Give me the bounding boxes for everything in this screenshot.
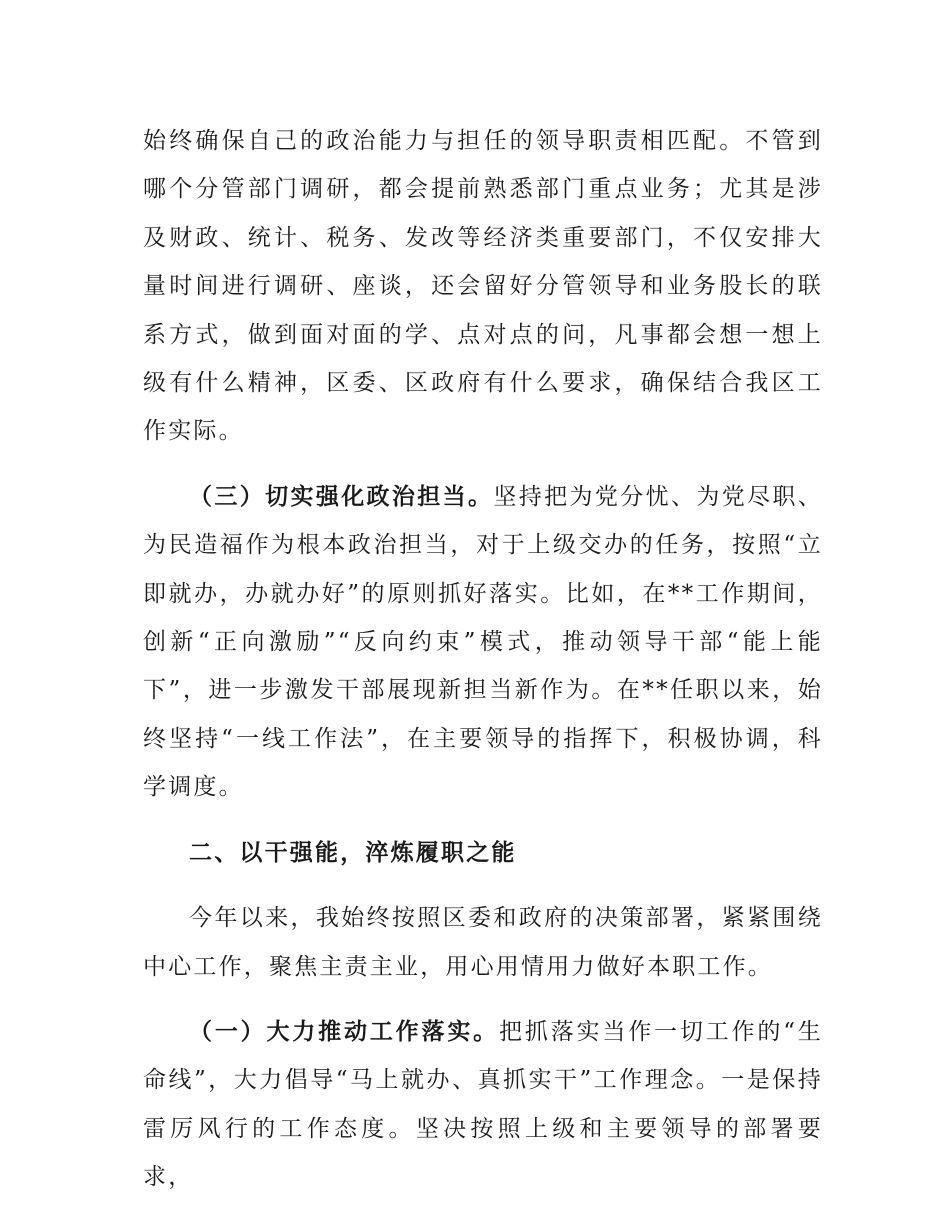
paragraph-3 bbox=[143, 894, 823, 991]
paragraph-4-lead: （一）大力推动工作落实。 bbox=[189, 1018, 500, 1045]
paragraph-1 bbox=[143, 117, 823, 456]
paragraph-4 bbox=[143, 1008, 823, 1202]
section-heading: 二、以干强能，淬炼履职之能 bbox=[189, 839, 517, 866]
paragraph-2 bbox=[143, 473, 823, 812]
paragraph-1-text: 始终确保自己的政治能力与担任的领导职责相匹配。不管到哪个分管部门调研，都会提前熟悉部门重点业务；尤其是涉及财政、统计、税务、发改等经济类重要部门，不仅安排大量时间进行调研、座谈，还会留好分管领导和业务股长的联系方式，做到面对面的学、点对点的问，凡事都会想一想上级有什么精神，区委、区政府有什么要求，确保结合我区工作实际。 bbox=[143, 128, 823, 445]
paragraph-2-text: 坚持把为党分忧、为党尽职、为民造福作为根本政治担当，对于上级交办的任务，按照“立即就办，办就办好”的原则抓好落实。比如，在**工作期间，创新“正向激励”“反向约束”模式，推动领导干部“能上能下”，进一步激发干部展现新担当新作为。在**任职以来，始终坚持“一线工作法”，在主要领导的指挥下，积极协调，科学调度。 bbox=[143, 483, 823, 801]
paragraph-2-lead: （三）切实强化政治担当。 bbox=[189, 483, 494, 510]
paragraph-3-text: 今年以来，我始终按照区委和政府的决策部署，紧紧围绕中心工作，聚焦主责主业，用心用情用力做好本职工作。 bbox=[143, 905, 823, 980]
document-page bbox=[143, 117, 823, 1219]
paragraph-4-text: 把抓落实当作一切工作的“生命线”，大力倡导“马上就办、真抓实干”工作理念。一是保持雷厉风行的工作态度。坚决按照上级和主要领导的部署要求， bbox=[143, 1018, 824, 1191]
